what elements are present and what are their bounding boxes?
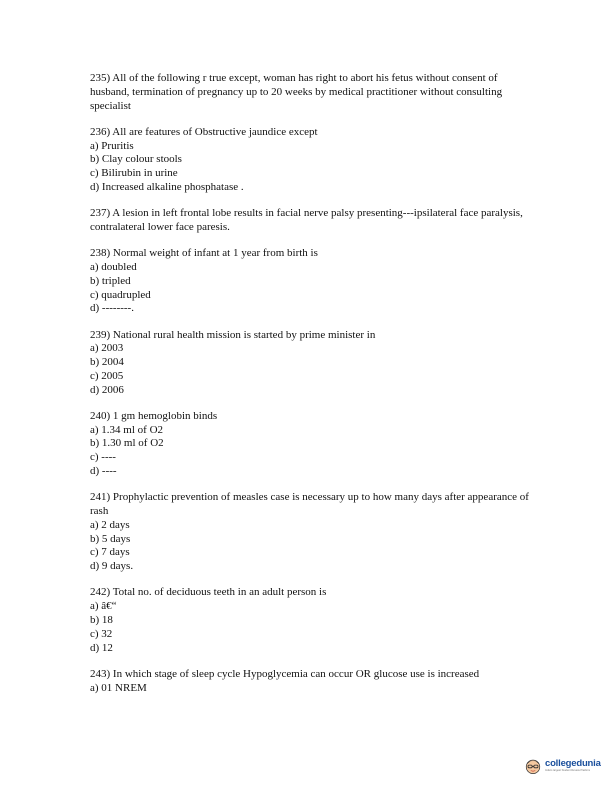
question-text: 243) In which stage of sleep cycle Hypoglycemia can occur OR glucose use is increased bbox=[90, 667, 480, 680]
answer-option: d) 2006 bbox=[90, 383, 124, 396]
answer-option: a) Pruritis bbox=[90, 139, 134, 152]
logo-tagline: India's largest Student Review Platform bbox=[545, 768, 591, 772]
answer-option: b) tripled bbox=[90, 274, 131, 287]
question-text: 239) National rural health mission is started by prime minister in bbox=[90, 328, 376, 341]
mascot-icon bbox=[524, 757, 542, 775]
question-block bbox=[90, 491, 530, 574]
answer-option: d) --------. bbox=[90, 302, 134, 315]
question-text: 242) Total no. of deciduous teeth in an adult person is bbox=[90, 586, 327, 599]
answer-option: c) ---- bbox=[90, 451, 116, 464]
question-block bbox=[90, 72, 530, 113]
collegedunia-logo[interactable] bbox=[524, 752, 600, 780]
question-block bbox=[90, 668, 530, 696]
answer-option: c) 32 bbox=[90, 627, 113, 640]
question-block bbox=[90, 207, 530, 235]
answer-option: c) 7 days bbox=[90, 546, 130, 559]
answer-option: a) doubled bbox=[90, 260, 137, 273]
answer-option: a) 1.34 ml of O2 bbox=[90, 423, 164, 436]
question-block bbox=[90, 329, 530, 398]
question-block bbox=[90, 410, 530, 479]
question-text: 240) 1 gm hemoglobin binds bbox=[90, 409, 218, 422]
answer-option: d) ---- bbox=[90, 465, 117, 478]
answer-option: b) 1.30 ml of O2 bbox=[90, 437, 164, 450]
answer-option: d) 9 days. bbox=[90, 560, 134, 573]
question-list bbox=[90, 72, 530, 708]
answer-option: b) 18 bbox=[90, 614, 113, 627]
question-text: 237) A lesion in left frontal lobe results in facial nerve palsy presenting---ipsilateral face paralysis, contralateral lower face paresis. bbox=[90, 207, 523, 233]
logo-text bbox=[545, 759, 601, 772]
answer-option: b) 5 days bbox=[90, 532, 131, 545]
answer-option: a) 01 NREM bbox=[90, 681, 147, 694]
answer-option: c) 2005 bbox=[90, 369, 124, 382]
question-block bbox=[90, 247, 530, 316]
answer-option: a) 2003 bbox=[90, 342, 124, 355]
answer-option: d) 12 bbox=[90, 641, 113, 654]
question-text: 236) All are features of Obstructive jaundice except bbox=[90, 125, 318, 138]
answer-option: b) Clay colour stools bbox=[90, 153, 182, 166]
answer-option: b) 2004 bbox=[90, 356, 124, 369]
answer-option: d) Increased alkaline phosphatase . bbox=[90, 180, 244, 193]
answer-option: c) quadrupled bbox=[90, 288, 151, 301]
question-block bbox=[90, 126, 530, 195]
question-text: 235) All of the following r true except, woman has right to abort his fetus without consent of husband, termination of pregnancy up to 20 weeks by medical practitioner without consulting specialist bbox=[90, 72, 503, 112]
question-text: 238) Normal weight of infant at 1 year from birth is bbox=[90, 247, 318, 260]
answer-option: a) â€“ bbox=[90, 600, 117, 613]
answer-option: a) 2 days bbox=[90, 518, 130, 531]
question-block bbox=[90, 586, 530, 655]
logo-name: collegedunia bbox=[545, 758, 601, 770]
answer-option: c) Bilirubin in urine bbox=[90, 167, 178, 180]
question-text: 241) Prophylactic prevention of measles case is necessary up to how many days after appearance of rash bbox=[90, 491, 529, 518]
